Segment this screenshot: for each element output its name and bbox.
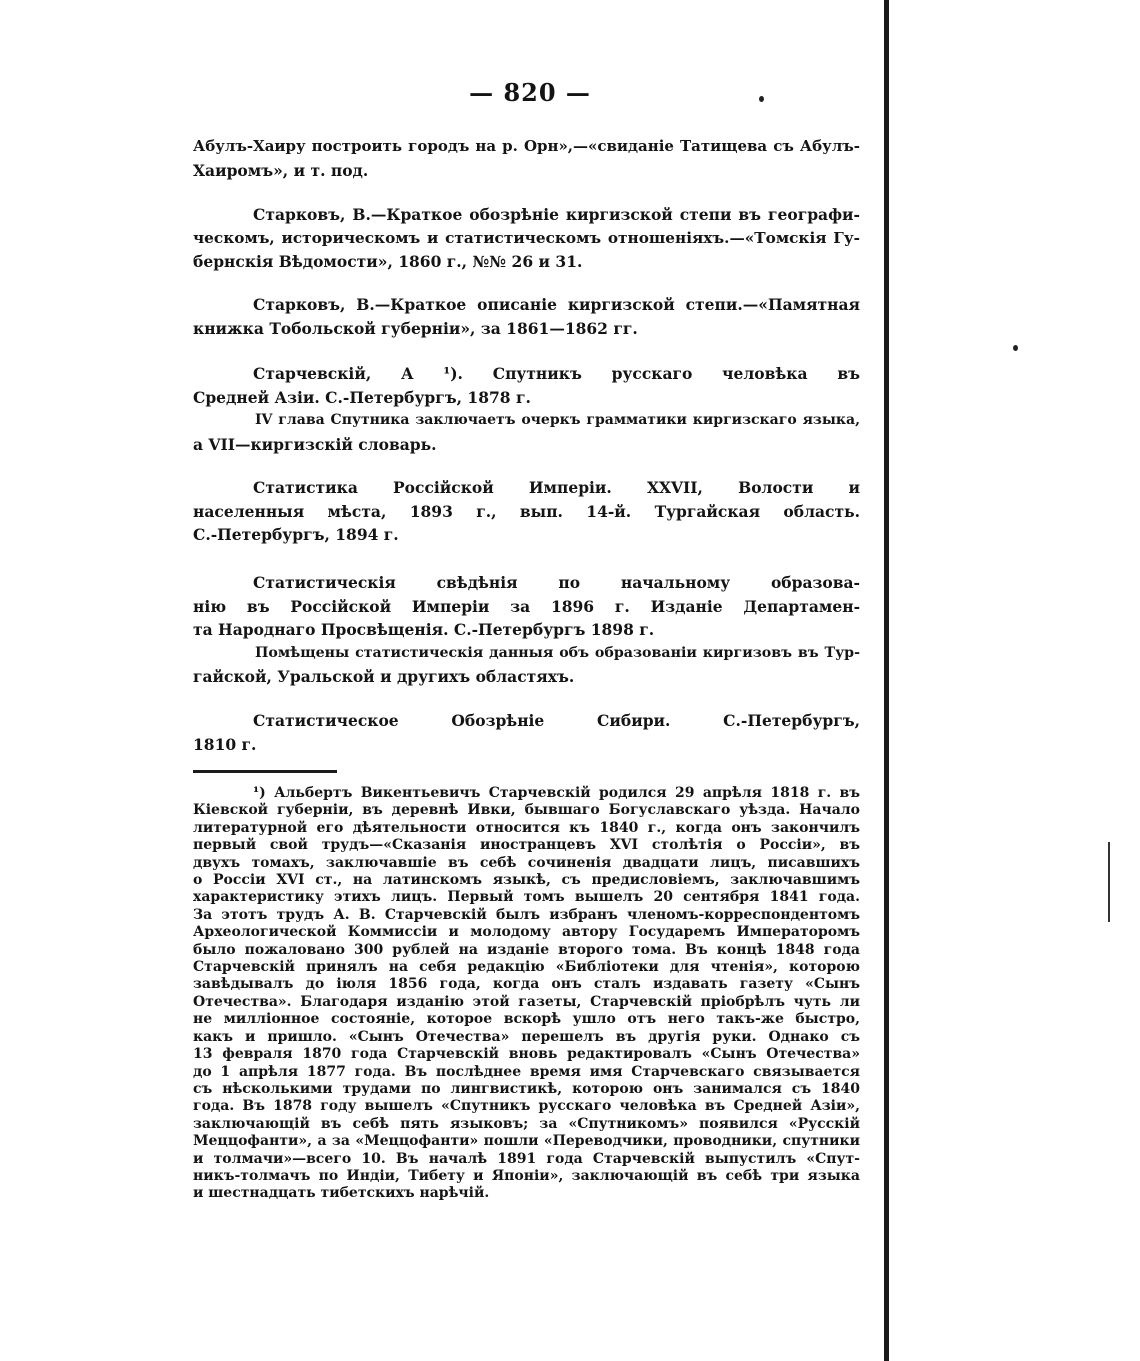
footnote-line: не милліонное состояніе, которое вскорѣ ушло отъ него такъ-же быстро, [193, 1011, 860, 1028]
bibliography-entry [193, 571, 860, 689]
speck [759, 96, 764, 102]
bibliography-entry [193, 293, 860, 340]
footnote-line: первый свой трудъ—«Сказанія иностранцевъ XVI столѣтія о Россіи», въ [193, 837, 860, 854]
footnote-line: и шестнадцать тибетскихъ нарѣчій. [193, 1185, 490, 1202]
entry-line: ческомъ, историческомъ и статистическомъ отношеніяхъ.—«Томскія Гу- [193, 228, 860, 247]
footnote-line: завѣдывалъ до іюля 1856 года, когда онъ сталъ издавать газету «Сынъ [193, 976, 860, 993]
footnote-line: Меццофанти», а за «Меццофанти» пошли «Переводчики, проводники, спутники [193, 1133, 860, 1150]
entry-line: бернскія Вѣдомости», 1860 г., №№ 26 и 31. [193, 252, 583, 271]
footnote-line: какъ и пришло. «Сынъ Отечества» перешелъ въ другія руки. Однако съ [193, 1028, 860, 1045]
footnote-line: двухъ томахъ, заключавшіе въ себѣ сочиненія двадцати лицъ, писавшихъ [193, 854, 860, 871]
entry-line: С.-Петербургъ, 1894 г. [193, 525, 399, 544]
binding-edge-line [884, 0, 889, 1361]
entry-line: Старчевскій, А ¹). Спутникъ русскаго человѣка въ [253, 364, 860, 383]
bibliography-entry [193, 476, 860, 547]
bibliography-entry [193, 709, 860, 756]
bibliography-entry [193, 203, 860, 274]
footnote-line: характеристику этихъ лицъ. Первый томъ вышелъ 20 сентября 1841 года. [193, 889, 860, 906]
entry-line: Статистика Россійской Имперіи. XXVII, Волости и [253, 478, 860, 497]
footnote-line: литературной его дѣятельности относится къ 1840 г., когда онъ закончилъ [193, 819, 860, 836]
entry-line: населенныя мѣста, 1893 г., вып. 14-й. Тургайская область. [193, 501, 860, 521]
entry-note-line: Помѣщены статистическія данныя объ образованіи киргизовъ въ Тур- [255, 644, 860, 661]
entry-line: Старковъ, В.—Краткое обозрѣніе киргизской степи въ географи- [253, 205, 860, 224]
footnote-line: 13 февраля 1870 года Старчевскій вновь редактировалъ «Сынъ Отечества» [193, 1046, 860, 1063]
footnote-line: Кіевской губерніи, въ деревнѣ Ивки, бывшаго Богуславскаго уѣзда. Начало [193, 802, 860, 819]
footnote-line: Археологической Коммиссіи и молодому автору Государемъ Императоромъ [193, 924, 860, 941]
footnote-line: было пожаловано 300 рублей на изданіе второго тома. Въ концѣ 1848 года [193, 941, 860, 958]
footnote-line: За этотъ трудъ А. В. Старчевскій былъ избранъ членомъ-корреспондентомъ [193, 906, 860, 923]
footnote-line: никъ-толмачъ по Индіи, Тибету и Японіи», заключающій въ себѣ три языка [193, 1167, 860, 1184]
text-line: Хаиромъ», и т. под. [193, 160, 369, 180]
footnote-line: съ нѣсколькими трудами по лингвистикѣ, которою онъ занимался съ 1840 [193, 1080, 860, 1097]
speck [1013, 345, 1018, 351]
footnote-line: ¹) Альбертъ Викентьевичъ Старчевскій родился 29 апрѣля 1818 г. въ [253, 785, 860, 801]
footnote [193, 785, 860, 1203]
footnote-line: года. Въ 1878 году вышелъ «Спутникъ русскаго человѣка въ Средней Азіи», [193, 1098, 860, 1115]
footnote-separator [193, 770, 337, 773]
footnote-line: заключающій въ себѣ пять языковъ; за «Спутникомъ» появился «Русскій [193, 1115, 860, 1132]
entry-line: та Народнаго Просвѣщенія. С.-Петербургъ 1898 г. [193, 620, 655, 639]
page-number: — 820 — [469, 78, 591, 107]
margin-mark-line [1108, 842, 1110, 922]
bibliography-entry [193, 362, 860, 456]
entry-note-line: IV глава Спутника заключаетъ очеркъ грамматики киргизскаго языка, [255, 412, 860, 428]
entry-line: Статистическое Обозрѣніе Сибири. С.-Петербургъ, [253, 711, 860, 730]
footnote-line: и толмачи»—всего 10. Въ началѣ 1891 года Старчевскій выпустилъ «Спут- [193, 1150, 860, 1167]
entry-note-line: гайской, Уральской и другихъ областяхъ. [193, 667, 575, 686]
footnote-line: Старчевскій принялъ на себя редакцію «Библіотеки для чтенія», которою [193, 959, 860, 976]
entry-line: книжка Тобольской губерніи», за 1861—1862 гг. [193, 318, 638, 338]
entry-line: нію въ Россійской Имперіи за 1896 г. Изданіе Департамен- [193, 596, 860, 616]
entry-line: Статистическія свѣдѣнія по начальному образова- [253, 573, 860, 592]
entry-line: Старковъ, В.—Краткое описаніе киргизской степи.—«Памятная [253, 295, 860, 314]
entry-line: Средней Азіи. С.-Петербургъ, 1878 г. [193, 387, 531, 407]
text-line: Абулъ-Хаиру построить городъ на р. Орн»,—«свиданіе Татищева съ Абулъ- [193, 137, 860, 155]
footnote-line: о Россіи XVI ст., на латинскомъ языкѣ, съ предисловіемъ, заключавшимъ [193, 872, 860, 889]
footnote-line: Отечества». Благодаря изданію этой газеты, Старчевскій пріобрѣлъ чуть ли [193, 993, 860, 1010]
entry-line: 1810 г. [193, 734, 257, 754]
entry-note-line: а VII—киргизскій словарь. [193, 434, 437, 454]
footnote-line: до 1 апрѣля 1877 года. Въ послѣднее время имя Старчевскаго связывается [193, 1063, 860, 1080]
continuation-paragraph [193, 135, 860, 182]
